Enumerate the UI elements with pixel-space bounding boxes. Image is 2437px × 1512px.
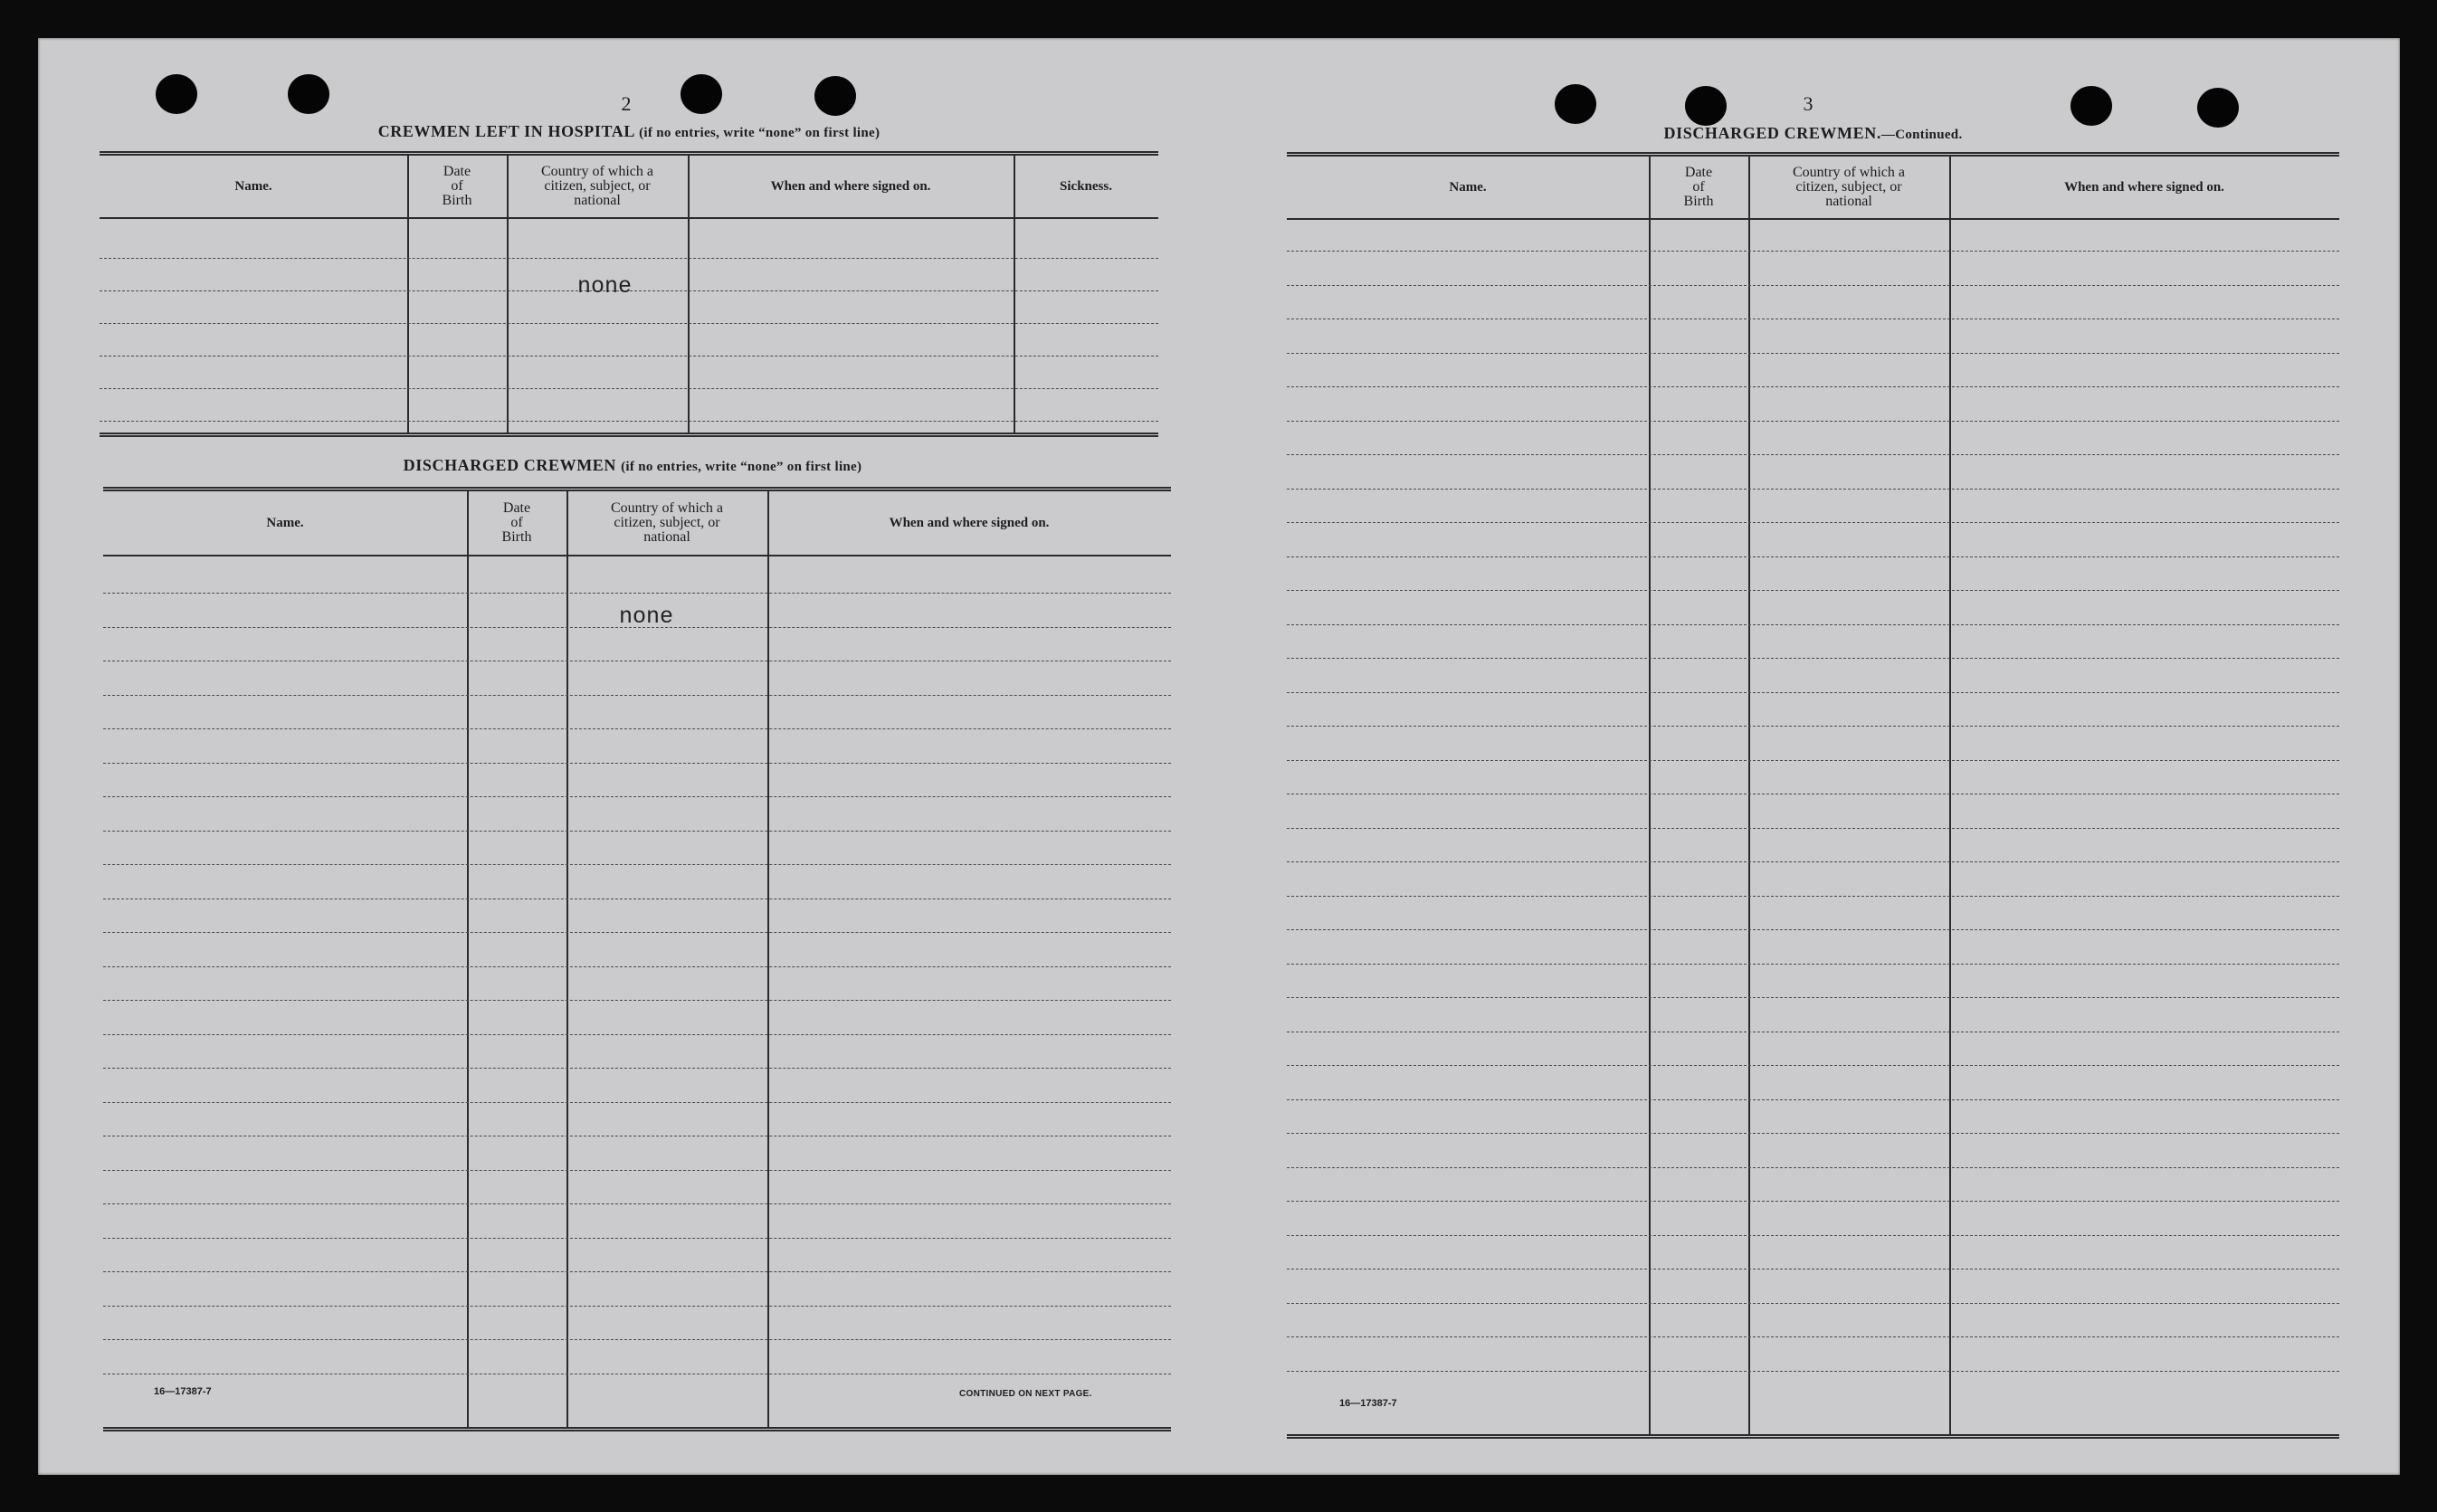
ruled-line: [1287, 1201, 2339, 1202]
ruled-line: [103, 1203, 1171, 1204]
ruled-line: [1287, 828, 2339, 829]
punch-hole: [156, 74, 197, 114]
ruled-line: [1287, 964, 2339, 965]
punch-hole: [1555, 84, 1596, 124]
ruled-line: [1287, 556, 2339, 557]
page-number-left: 2: [621, 92, 632, 115]
discharged-table-right: [1287, 152, 2339, 1439]
ruled-line: [103, 1034, 1171, 1035]
ruled-line: [103, 864, 1171, 865]
ruled-line: [103, 831, 1171, 832]
col-dob-header: Date of Birth: [442, 164, 472, 208]
ruled-line: [103, 796, 1171, 797]
ruled-line: [103, 1000, 1171, 1001]
discharged-title-note: (if no entries, write “none” on first line): [621, 460, 862, 474]
right-title-text: DISCHARGED CREWMEN.: [1663, 124, 1881, 142]
ruled-line: [103, 932, 1171, 933]
col-dob-header: Date of Birth: [1683, 165, 1714, 209]
ruled-line: [1287, 1371, 2339, 1372]
discharged-row-lines-right: [1287, 157, 2339, 1434]
col-signed-header: When and where signed on.: [889, 516, 1050, 530]
ruled-line: [1287, 726, 2339, 727]
punch-hole: [288, 74, 329, 114]
discharged-table-left: [103, 487, 1171, 1431]
punch-hole: [681, 74, 722, 114]
ruled-line: [103, 1102, 1171, 1103]
ruled-line: [103, 1068, 1171, 1069]
ruled-line: [103, 966, 1171, 967]
continued-note: CONTINUED ON NEXT PAGE.: [959, 1389, 1092, 1399]
ruled-line: [1287, 1133, 2339, 1134]
hospital-section-title: [100, 122, 1158, 141]
col-name-header: Name.: [1449, 180, 1487, 195]
col-name-header: Name.: [234, 179, 272, 194]
ruled-line: [103, 1170, 1171, 1171]
col-country-header: Country of which a citizen, subject, or national: [541, 164, 653, 208]
ruled-line: [1287, 624, 2339, 625]
ruled-line: [100, 323, 1158, 324]
ruled-line: [1287, 1303, 2339, 1304]
ruled-line: [1287, 421, 2339, 422]
hospital-table: [100, 151, 1158, 437]
ruled-line: [1287, 658, 2339, 659]
col-country-header: Country of which a citizen, subject, or national: [1793, 165, 1905, 209]
discharged-country-entry: none: [619, 604, 674, 630]
ruled-line: [1287, 1065, 2339, 1066]
ruled-line: [1287, 251, 2339, 252]
col-sickness-header: Sickness.: [1060, 179, 1112, 194]
ruled-line: [1287, 929, 2339, 930]
hospital-title-note: (if no entries, write “none” on first line): [639, 126, 881, 140]
ruled-line: [100, 388, 1158, 389]
ruled-line: [1287, 285, 2339, 286]
ruled-line: [1287, 1167, 2339, 1168]
ruled-line: [1287, 353, 2339, 354]
ruled-line: [1287, 454, 2339, 455]
hospital-title-text: CREWMEN LEFT IN HOSPITAL: [377, 122, 634, 140]
col-dob-header: Date of Birth: [501, 500, 532, 545]
ruled-line: [1287, 489, 2339, 490]
ruled-line: [103, 695, 1171, 696]
right-title-note: —Continued.: [1880, 128, 1963, 142]
ruled-line: [1287, 1235, 2339, 1236]
ruled-line: [1287, 522, 2339, 523]
ruled-line: [1287, 692, 2339, 693]
ruled-line: [103, 763, 1171, 764]
hospital-country-entry: none: [577, 273, 633, 300]
ruled-line: [103, 593, 1171, 594]
ruled-line: [1287, 861, 2339, 862]
ruled-line: [103, 1238, 1171, 1239]
right-section-title: [1287, 124, 2339, 143]
form-code-left: 16—17387-7: [154, 1386, 212, 1397]
ruled-line: [103, 1271, 1171, 1272]
ruled-line: [100, 356, 1158, 357]
ruled-line: [100, 421, 1158, 422]
punch-hole: [814, 76, 856, 116]
ruled-line: [1287, 590, 2339, 591]
discharged-section-title: [103, 456, 1162, 475]
col-signed-header: When and where signed on.: [2064, 180, 2224, 195]
ruled-line: [103, 1339, 1171, 1340]
scanned-document: [38, 38, 2400, 1475]
ruled-line: [1287, 997, 2339, 998]
punch-hole: [1685, 86, 1727, 126]
punch-hole: [2070, 86, 2112, 126]
ruled-line: [1287, 896, 2339, 897]
form-code-right: 16—17387-7: [1339, 1398, 1397, 1409]
discharged-title-text: DISCHARGED CREWMEN: [403, 456, 616, 474]
ruled-line: [1287, 1336, 2339, 1337]
col-country-header: Country of which a citizen, subject, or national: [611, 500, 723, 545]
ruled-line: [103, 728, 1171, 729]
ruled-line: [1287, 760, 2339, 761]
punch-hole: [2197, 88, 2239, 128]
col-name-header: Name.: [266, 516, 304, 530]
ruled-line: [1287, 386, 2339, 387]
col-signed-header: When and where signed on.: [770, 179, 931, 194]
ruled-line: [100, 258, 1158, 259]
page-number-right: 3: [1803, 92, 1813, 115]
ruled-line: [1287, 1099, 2339, 1100]
discharged-row-lines-left: [103, 491, 1171, 1427]
ruled-line: [103, 1306, 1171, 1307]
ruled-line: [1287, 1269, 2339, 1270]
